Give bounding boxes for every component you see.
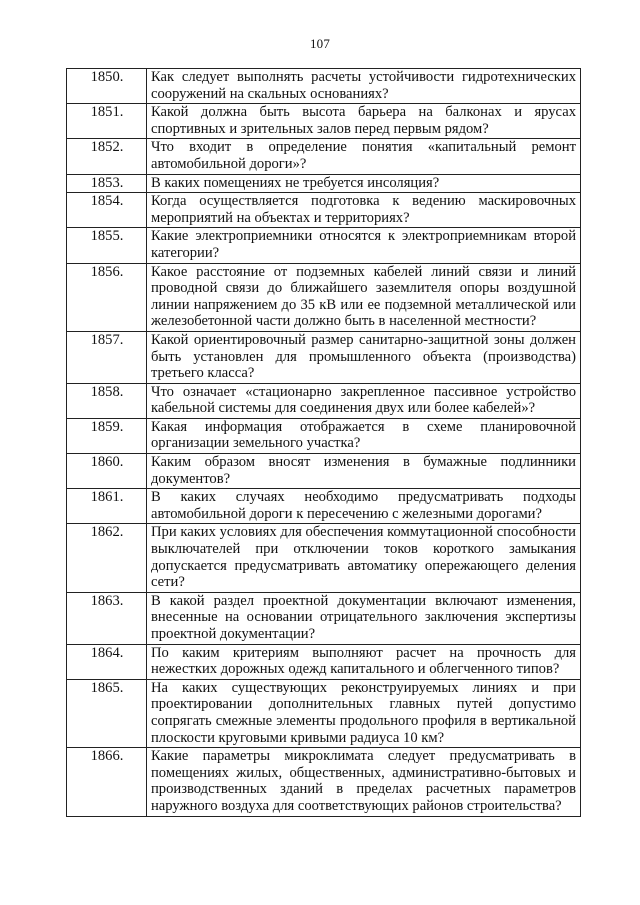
question-text: Какая информация отображается в схеме планировочной организации земельного участка? — [147, 418, 581, 453]
question-number: 1860. — [67, 454, 147, 489]
table-row — [67, 644, 581, 679]
table-row — [67, 418, 581, 453]
table-row — [67, 174, 581, 193]
question-text: Что входит в определение понятия «капитальный ремонт автомобильной дороги»? — [147, 139, 581, 174]
questions-table — [66, 68, 581, 817]
table-row — [67, 104, 581, 139]
question-number: 1854. — [67, 193, 147, 228]
table-row — [67, 228, 581, 263]
question-text: Как следует выполнять расчеты устойчивости гидротехнических сооружений на скальных основаниях? — [147, 69, 581, 104]
table-row — [67, 489, 581, 524]
page-number: 107 — [309, 36, 331, 51]
question-text: Какие электроприемники относятся к электроприемникам второй категории? — [147, 228, 581, 263]
question-number: 1851. — [67, 104, 147, 139]
table-row — [67, 139, 581, 174]
table-row — [67, 193, 581, 228]
table-row — [67, 524, 581, 592]
question-number: 1855. — [67, 228, 147, 263]
table-row — [67, 454, 581, 489]
table-row — [67, 679, 581, 747]
question-number: 1858. — [67, 383, 147, 418]
question-text: Какой ориентировочный размер санитарно-защитной зоны должен быть установлен для промышленного объекта (производства) третьего класса? — [147, 331, 581, 383]
question-text: Какие параметры микроклимата следует предусматривать в помещениях жилых, общественных, административно-бытовых и производственных зданий в пределах расчетных параметров наружного воздуха для соответствующих районов строительства? — [147, 748, 581, 816]
question-number: 1850. — [67, 69, 147, 104]
question-text: По каким критериям выполняют расчет на прочность для нежестких дорожных одежд капитального и облегченного типов? — [147, 644, 581, 679]
question-number: 1862. — [67, 524, 147, 592]
question-number: 1853. — [67, 174, 147, 193]
question-number: 1865. — [67, 679, 147, 747]
table-row — [67, 331, 581, 383]
question-text: Какой должна быть высота барьера на балконах и ярусах спортивных и зрительных залов перед первым рядом? — [147, 104, 581, 139]
question-number: 1859. — [67, 418, 147, 453]
table-row — [67, 748, 581, 816]
table-row — [67, 383, 581, 418]
question-number: 1864. — [67, 644, 147, 679]
table-row — [67, 263, 581, 331]
question-number: 1863. — [67, 592, 147, 644]
question-number: 1856. — [67, 263, 147, 331]
question-text: В каких помещениях не требуется инсоляция? — [147, 174, 581, 193]
question-text: Каким образом вносят изменения в бумажные подлинники документов? — [147, 454, 581, 489]
table-row — [67, 592, 581, 644]
question-text: На каких существующих реконструируемых линиях и при проектировании дополнительных главных путей допустимо сопрягать смежные элементы продольного профиля в вертикальной плоскости круговыми кривыми радиуса 10 км? — [147, 679, 581, 747]
question-number: 1861. — [67, 489, 147, 524]
question-text: В каких случаях необходимо предусматривать подходы автомобильной дороги к пересечению с железными дорогами? — [147, 489, 581, 524]
question-number: 1857. — [67, 331, 147, 383]
question-text: Какое расстояние от подземных кабелей линий связи и линий проводной связи до ближайшего заземлителя опоры воздушной линии напряжением до 35 кВ или ее подземной металлической или железобетонной части должно быть в населенной местности? — [147, 263, 581, 331]
question-text: В какой раздел проектной документации включают изменения, внесенные на основании отрицательного заключения экспертизы проектной документации? — [147, 592, 581, 644]
question-text: При каких условиях для обеспечения коммутационной способности выключателей при отключении токов короткого замыкания допускается предусматривать автоматику опережающего деления сети? — [147, 524, 581, 592]
table-row — [67, 69, 581, 104]
question-number: 1866. — [67, 748, 147, 816]
question-number: 1852. — [67, 139, 147, 174]
question-text: Что означает «стационарно закрепленное пассивное устройство кабельной системы для соединения двух или более кабелей»? — [147, 383, 581, 418]
question-text: Когда осуществляется подготовка к ведению маскировочных мероприятий на объектах и территориях? — [147, 193, 581, 228]
